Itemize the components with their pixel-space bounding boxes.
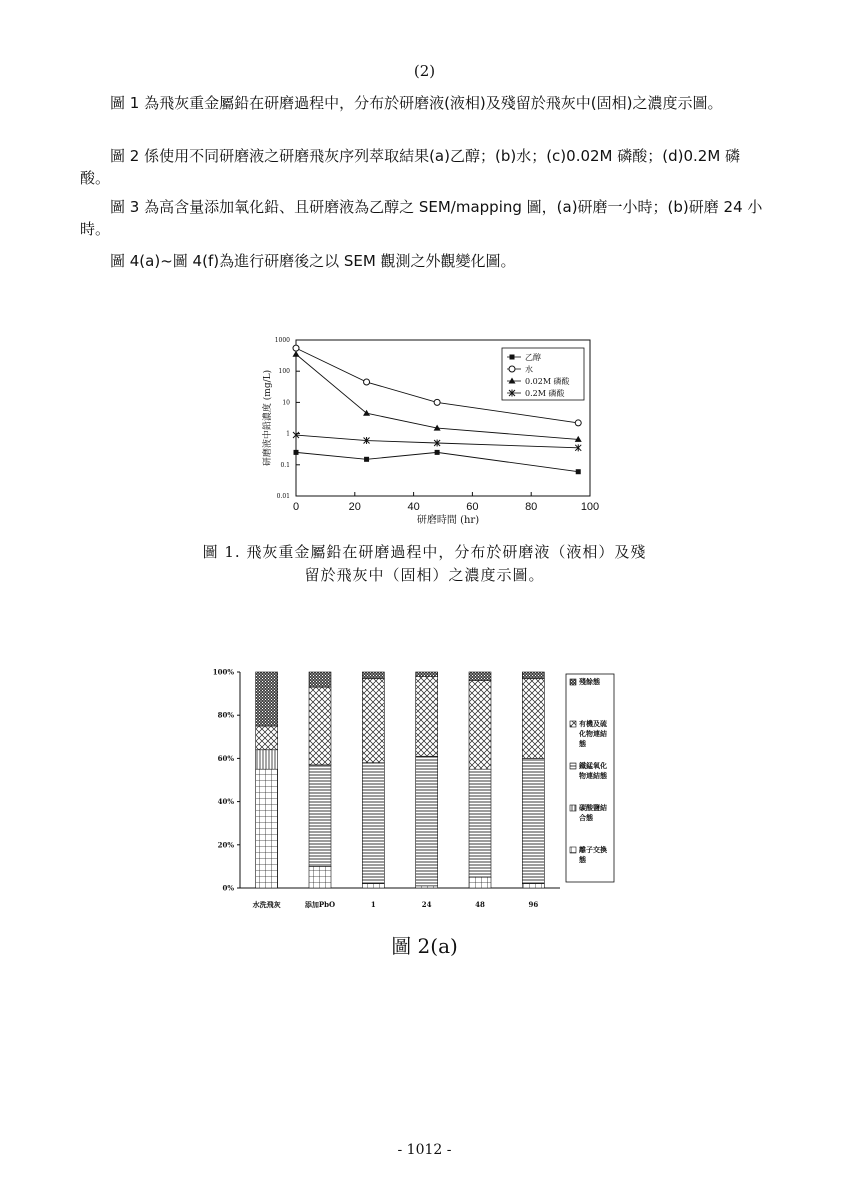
- bar-segment: [469, 681, 491, 770]
- bar-segment: [256, 726, 278, 750]
- bar-segment: [256, 769, 278, 888]
- legend-label: 水: [525, 365, 533, 374]
- y-tick-label: 0.1: [280, 461, 290, 469]
- bar-segment: [362, 763, 384, 884]
- paragraph-fig4-desc: 圖 4(a)~圖 4(f)為進行研磨後之以 SEM 觀測之外觀變化圖。: [110, 252, 516, 270]
- y-tick-label: 0.01: [276, 493, 290, 500]
- paragraph-fig1-desc: 圖 1 為飛灰重金屬鉛在研磨過程中，分布於研磨液(液相)及殘留於飛灰中(固相)之濃度示圖。: [110, 94, 723, 112]
- bar-segment: [416, 672, 438, 676]
- legend-swatch: [570, 721, 576, 727]
- bar-segment: [309, 866, 331, 888]
- legend-label: 鐵錳氧化: [579, 761, 607, 770]
- bar-segment: [416, 756, 438, 886]
- y-tick-label: 40%: [217, 797, 234, 807]
- bar-segment: [469, 769, 491, 877]
- legend-marker: [509, 366, 515, 372]
- legend-label: 化物連結: [579, 729, 607, 738]
- legend-label: 離子交換: [579, 845, 607, 854]
- bar-segment: [309, 672, 331, 687]
- y-tick-label: 1000: [274, 337, 290, 344]
- paragraph-fig2-desc: 圖 2 係使用不同研磨液之研磨飛灰序列萃取結果(a)乙醇；(b)水；(c)0.02M 磷酸；(d)0.2M 磷酸。: [80, 147, 741, 187]
- bar-segment: [469, 672, 491, 681]
- y-tick-label: 80%: [217, 710, 234, 720]
- data-point: [575, 420, 581, 426]
- bar-segment: [256, 672, 278, 726]
- y-axis-label: 研磨液中鉛濃度 (mg/L): [263, 369, 273, 467]
- bar-segment: [309, 687, 331, 765]
- figure-2a-caption: 圖 2(a): [391, 934, 458, 958]
- series-line: [296, 452, 578, 471]
- bar-segment: [416, 886, 438, 888]
- figure-1-caption-line2: 留於飛灰中（固相）之濃度示圖。: [304, 566, 545, 584]
- legend-label: 態: [579, 739, 586, 748]
- series-3: [293, 432, 581, 452]
- figure-1-caption-line1: 圖 1. 飛灰重金屬鉛在研磨過程中，分布於研磨液（液相）及殘: [202, 543, 647, 561]
- bar-segment: [362, 884, 384, 888]
- data-point: [293, 345, 299, 351]
- x-tick-label: 100: [580, 501, 600, 513]
- paragraph-fig3-desc: 圖 3 為高含量添加氧化鉛、且研磨液為乙醇之 SEM/mapping 圖，(a)研磨一小時；(b)研磨 24 小時。: [80, 198, 763, 238]
- page-header-number: (2): [413, 62, 436, 80]
- legend-swatch: [570, 847, 576, 853]
- y-tick-label: 20%: [217, 840, 234, 850]
- y-tick-label: 1: [286, 430, 290, 438]
- data-point: [435, 450, 440, 455]
- y-tick-label: 100: [278, 368, 290, 376]
- bar-segment: [256, 750, 278, 769]
- bar-segment: [522, 672, 544, 678]
- bar-segment: [416, 676, 438, 756]
- x-tick-label: 1: [370, 900, 376, 909]
- data-point: [364, 379, 370, 385]
- x-tick-label: 60: [466, 501, 479, 513]
- x-axis-label: 研磨時間 (hr): [416, 515, 480, 526]
- x-tick-label: 80: [525, 501, 538, 513]
- legend-swatch: [570, 679, 576, 685]
- bar-segment: [309, 765, 331, 867]
- data-point: [576, 469, 581, 474]
- y-tick-label: 60%: [217, 753, 234, 763]
- legend-label: 碳酸鹽結: [579, 803, 607, 812]
- x-tick-label: 24: [421, 900, 432, 909]
- bar-segment: [362, 672, 384, 678]
- bar-segment: [469, 877, 491, 888]
- figure-2a-stacked-bar-chart: [205, 660, 625, 920]
- x-tick-label: 40: [407, 501, 420, 513]
- bar-segment: [522, 758, 544, 883]
- legend-marker: [510, 355, 515, 360]
- legend-label: 0.2M 磷酸: [525, 389, 565, 398]
- figure-1-caption: [0, 541, 849, 587]
- legend-label: 合態: [579, 813, 593, 822]
- bar-segment: [522, 678, 544, 758]
- x-tick-label: 添加PbO: [304, 900, 336, 909]
- legend-swatch: [570, 763, 576, 769]
- legend-swatch: [570, 805, 576, 811]
- series-0: [294, 450, 581, 474]
- x-tick-label: 水洗飛灰: [252, 900, 281, 909]
- legend-label: 乙醇: [525, 353, 541, 362]
- data-point: [434, 399, 440, 405]
- bar-segment: [362, 678, 384, 762]
- legend-label: 物連結態: [579, 771, 607, 780]
- x-tick-label: 20: [348, 501, 361, 513]
- legend-label: 態: [579, 855, 586, 864]
- legend-label: 有機及硫: [579, 719, 607, 728]
- legend-label: 殘餘態: [579, 677, 600, 686]
- data-point: [364, 457, 369, 462]
- x-tick-label: 48: [475, 900, 485, 909]
- x-tick-label: 96: [528, 900, 539, 909]
- page-footer-number: - 1012 -: [397, 1142, 452, 1158]
- data-point: [293, 351, 300, 357]
- y-tick-label: 0%: [222, 883, 234, 893]
- figure-1-line-chart: [250, 330, 610, 535]
- data-point: [294, 450, 299, 455]
- y-tick-label: 100%: [212, 667, 234, 677]
- y-tick-label: 10: [282, 399, 290, 407]
- legend-label: 0.02M 磷酸: [525, 377, 570, 386]
- bar-segment: [522, 884, 544, 888]
- x-tick-label: 0: [292, 501, 300, 513]
